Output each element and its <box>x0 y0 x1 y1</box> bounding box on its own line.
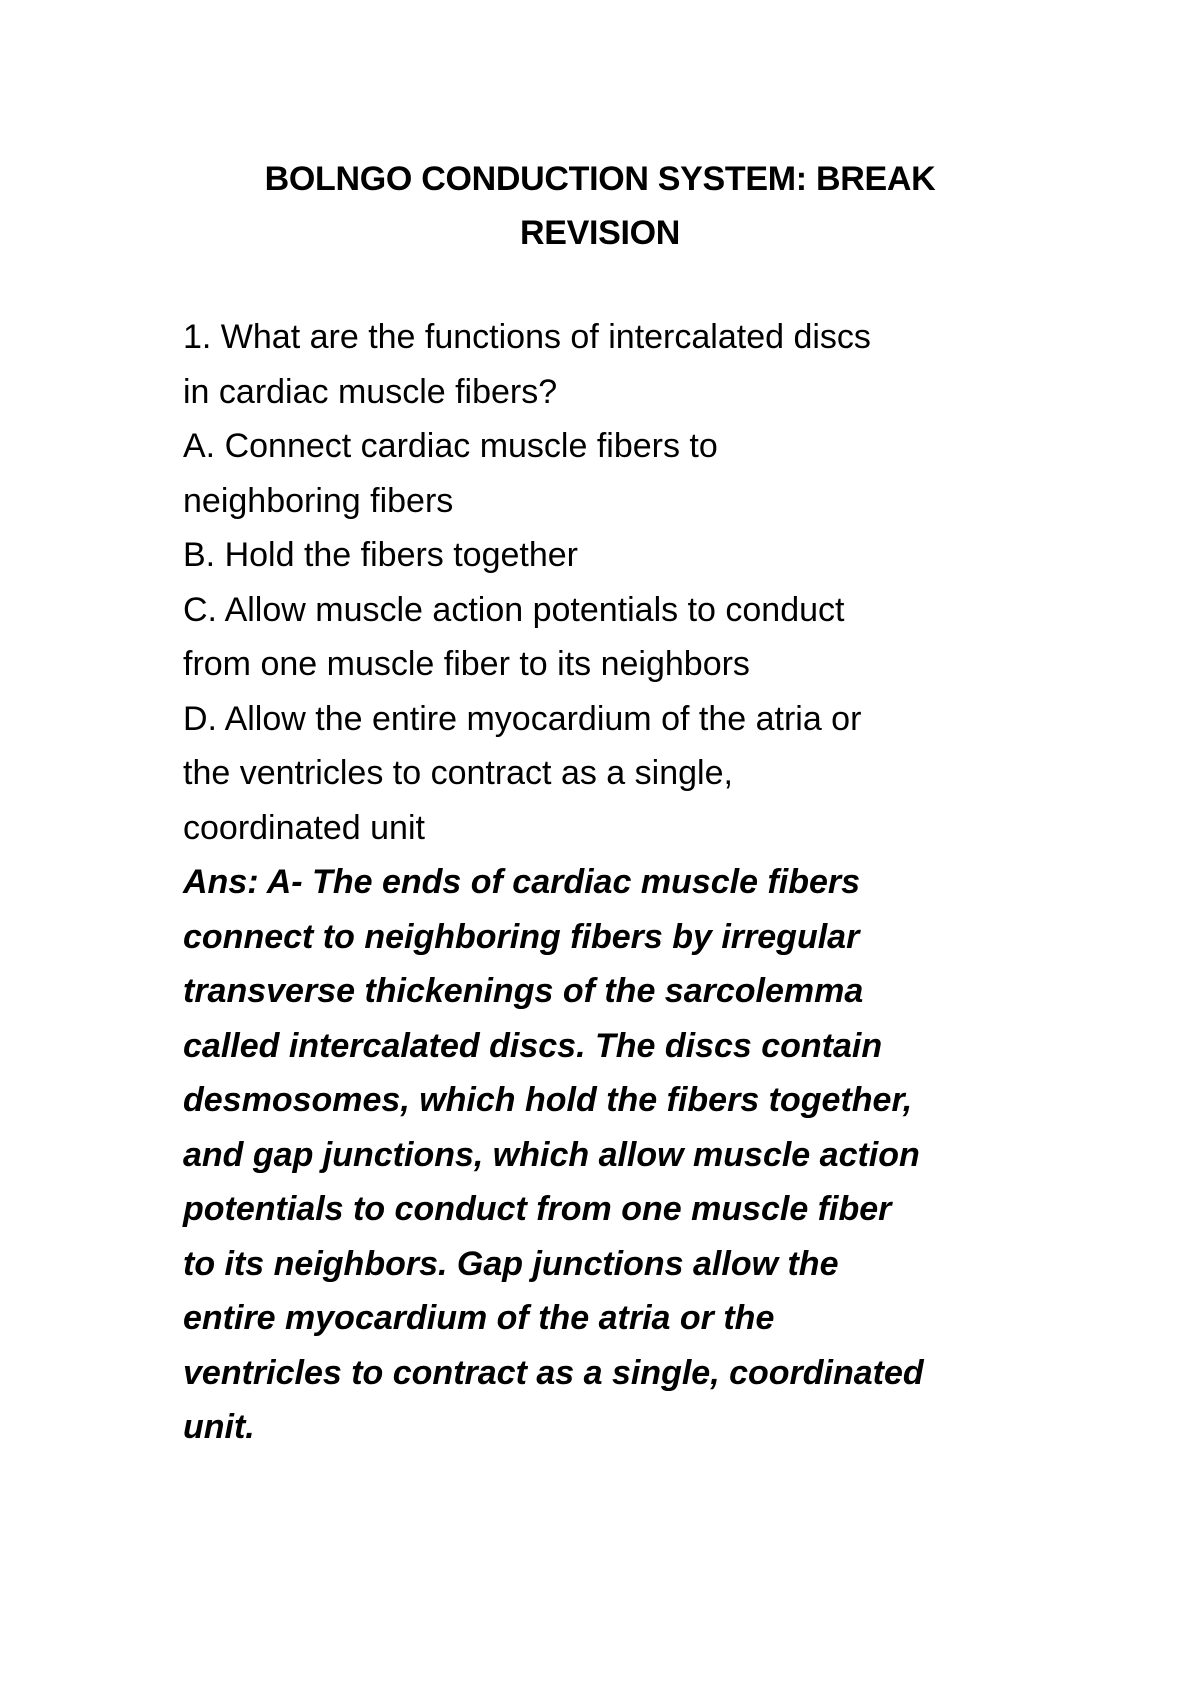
answer-line: desmosomes, which hold the fibers together, <box>183 1081 913 1119</box>
answer-line: entire myocardium of the atria or the <box>183 1299 775 1337</box>
document-title <box>190 152 1010 260</box>
option-line: the ventricles to contract as a single, <box>183 754 733 792</box>
option-line: coordinated unit <box>183 808 425 847</box>
question-line: 1. What are the functions of intercalated discs <box>183 318 871 356</box>
question-block <box>183 310 1043 1455</box>
question-text <box>183 310 1043 419</box>
answer-line: connect to neighboring fibers by irregular <box>183 917 860 956</box>
option-line: neighboring fibers <box>183 481 454 520</box>
title-line: REVISION <box>519 214 681 252</box>
option-c <box>183 583 1043 692</box>
option-b <box>183 528 1043 583</box>
option-line: C. Allow muscle action potentials to conduct <box>183 590 845 629</box>
answer-line: unit. <box>183 1408 255 1446</box>
option-line: B. Hold the fibers together <box>183 536 579 574</box>
option-a <box>183 419 1043 528</box>
option-line: D. Allow the entire myocardium of the atria or <box>183 699 862 738</box>
answer-line: transverse thickenings of the sarcolemma <box>183 972 864 1010</box>
answer-line: to its neighbors. Gap junctions allow the <box>183 1244 839 1283</box>
question-line: in cardiac muscle fibers? <box>183 372 558 411</box>
answer-line: Ans: A- The ends of cardiac muscle fibers <box>183 863 861 901</box>
answer-line: ventricles to contract as a single, coordinated <box>183 1353 924 1392</box>
answer-line: potentials to conduct from one muscle fiber <box>183 1190 892 1228</box>
option-line: A. Connect cardiac muscle fibers to <box>183 427 718 465</box>
answer-text <box>183 855 1043 1455</box>
option-line: from one muscle fiber to its neighbors <box>183 645 750 683</box>
answer-line: called intercalated discs. The discs contain <box>183 1026 883 1065</box>
title-line: BOLNGO CONDUCTION SYSTEM: BREAK <box>264 160 936 198</box>
option-d <box>183 692 1043 856</box>
answer-line: and gap junctions, which allow muscle action <box>183 1135 920 1174</box>
